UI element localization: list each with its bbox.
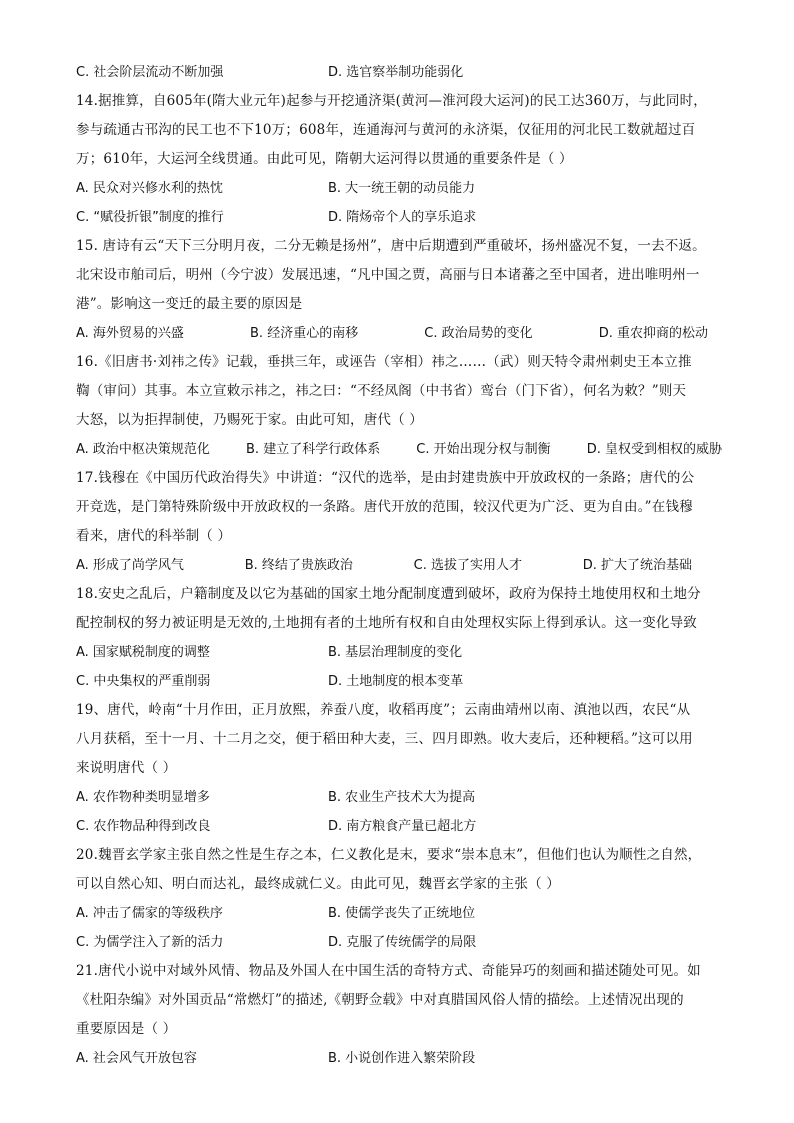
- question-20-option-b[interactable]: B. 使儒学丧失了正统地位: [328, 906, 476, 921]
- question-19-options-ab: [76, 783, 722, 812]
- question-19-stem-line: 19、唐代，岭南“十月作田，正月放熙，养蚕八度，收稻再度”；云南曲靖州以南、滇池以西，农民“从: [76, 702, 691, 718]
- question-18-option-c[interactable]: C. 中央集权的严重削弱: [76, 674, 211, 689]
- question-21-stem-line: 《杜阳杂编》对外国贡品“常燃灯”的描述,《朝野佥载》中对真腊国风俗人情的描绘。上述情况出现的: [76, 992, 684, 1008]
- question-16-option-b[interactable]: B. 建立了科学行政体系: [246, 442, 381, 457]
- question-19-stem-line: 来说明唐代（ ）: [76, 760, 177, 776]
- question-15-option-d[interactable]: D. 重农抑商的松动: [598, 326, 708, 341]
- question-14-stem-line: 参与疏通古邗沟的民工也不下10万；608年，连通海河与黄河的永济渠，仅征用的河北民工数就超过百: [76, 122, 696, 138]
- question-15: [76, 232, 722, 348]
- question-16-stem-line: 鞫（审问）其事。本立宣敕示祎之，祎之曰：“不经凤阁（中书省）鸾台（门下省），何名为敕？”则天: [76, 383, 687, 399]
- question-18-options-ab: [76, 638, 722, 667]
- question-17-option-c[interactable]: C. 选拔了实用人才: [413, 558, 522, 573]
- question-18: [76, 580, 722, 696]
- question-20-stem-line: 可以自然心知、明白而达礼，最终成就仁义。由此可见，魏晋玄学家的主张（ ）: [76, 876, 560, 892]
- question-14-option-a[interactable]: A. 民众对兴修水利的热忱: [76, 181, 223, 196]
- question-19-option-c[interactable]: C. 农作物品种得到改良: [76, 819, 211, 834]
- question-15-stem-line: 15. 唐诗有云“天下三分明月夜，二分无赖是扬州”，唐中后期遭到严重破坏，扬州盛况不复，一去不返。: [76, 238, 706, 254]
- question-15-options: [76, 319, 722, 348]
- question-17: [76, 464, 722, 580]
- question-17-option-d[interactable]: D. 扩大了统治基础: [582, 558, 692, 573]
- question-18-options-cd: [76, 667, 722, 696]
- question-15-stem-line: 港”。影响这一变迁的最主要的原因是: [76, 296, 303, 312]
- question-21: [76, 957, 722, 1073]
- question-14-option-d[interactable]: D. 隋炀帝个人的享乐追求: [328, 210, 477, 225]
- question-16-stem-line: 大怒，以为拒捍制使，乃赐死于家。由此可知，唐代（ ）: [76, 412, 423, 428]
- question-20: [76, 841, 722, 957]
- question-15-option-b[interactable]: B. 经济重心的南移: [250, 326, 359, 341]
- question-19-option-b[interactable]: B. 农业生产技术大为提高: [328, 790, 476, 805]
- question-18-stem-line: 18.安史之乱后，户籍制度及以它为基础的国家土地分配制度遭到破坏，政府为保持土地使用权和土地分: [76, 586, 701, 602]
- question-15-option-c[interactable]: C. 政治局势的变化: [424, 326, 533, 341]
- question-20-option-c[interactable]: C. 为儒学注入了新的活力: [76, 935, 224, 950]
- question-14-option-b[interactable]: B. 大一统王朝的动员能力: [328, 181, 476, 196]
- question-19-options-cd: [76, 812, 722, 841]
- question-21-option-a[interactable]: A. 社会风气开放包容: [76, 1051, 197, 1066]
- question-17-stem-line: 17.钱穆在《中国历代政治得失》中讲道：“汉代的选举，是由封建贵族中开放政权的一条路；唐代的公: [76, 470, 695, 486]
- question-20-options-ab: [76, 899, 722, 928]
- question-18-option-d[interactable]: D. 土地制度的根本变革: [328, 674, 464, 689]
- question-17-stem-line: 看来，唐代的科举制（ ）: [76, 528, 232, 544]
- question-18-stem-line: 配控制权的努力被证明是无效的,土地拥有者的土地所有权和自由处理权实际上得到承认。这一变化导致: [76, 615, 697, 631]
- question-17-option-a[interactable]: A. 形成了尚学风气: [76, 558, 184, 573]
- question-14-options-cd: [76, 203, 722, 232]
- question-16-stem-line: 16.《旧唐书·刘祎之传》记载，垂拱三年，或诬告（宰相）祎之……（武）则天特令肃州刺史王本立推: [76, 354, 692, 370]
- question-21-options-ab: [76, 1044, 722, 1073]
- question-15-option-a[interactable]: A. 海外贸易的兴盛: [76, 326, 184, 341]
- question-19-stem-line: 八月获稻，至十一月、十二月之交，便于稻田种大麦，三、四月即熟。收大麦后，还种粳稻。”这可以用: [76, 731, 693, 747]
- q13-option-d[interactable]: D. 选官察举制功能弱化: [328, 65, 464, 80]
- question-18-option-b[interactable]: B. 基层治理制度的变化: [328, 645, 463, 660]
- q13-options-cd: [76, 58, 722, 87]
- question-16-option-d[interactable]: D. 皇权受到相权的威胁: [586, 442, 722, 457]
- q13-option-c[interactable]: C. 社会阶层流动不断加强: [76, 65, 224, 80]
- question-21-option-b[interactable]: B. 小说创作进入繁荣阶段: [328, 1051, 476, 1066]
- question-14-options-ab: [76, 174, 722, 203]
- question-16: [76, 348, 722, 464]
- question-20-option-a[interactable]: A. 冲击了儒家的等级秩序: [76, 906, 223, 921]
- question-21-stem-line: 重要原因是（ ）: [76, 1021, 177, 1037]
- question-16-option-a[interactable]: A. 政治中枢决策规范化: [76, 442, 210, 457]
- question-14-stem-line: 14.据推算，自605年(隋大业元年)起参与开挖通济渠(黄河—淮河段大运河)的民工达360万，与此同时，: [76, 93, 707, 109]
- question-14-option-c[interactable]: C. “赋役折银”制度的推行: [76, 210, 224, 225]
- question-15-stem-line: 北宋设市舶司后，明州（今宁波）发展迅速，“凡中国之贾，高丽与日本诸蕃之至中国者，进出唯明州一: [76, 267, 700, 283]
- question-16-option-c[interactable]: C. 开始出现分权与制衡: [416, 442, 551, 457]
- question-19-option-a[interactable]: A. 农作物种类明显增多: [76, 790, 210, 805]
- question-18-option-a[interactable]: A. 国家赋税制度的调整: [76, 645, 210, 660]
- question-21-stem-line: 21.唐代小说中对域外风情、物品及外国人在中国生活的奇特方式、奇能异巧的刻画和描述随处可见。如: [76, 963, 701, 979]
- question-17-options: [76, 551, 722, 580]
- question-14: [76, 87, 722, 232]
- question-19: [76, 696, 722, 841]
- question-20-option-d[interactable]: D. 克服了传统儒学的局限: [328, 935, 477, 950]
- question-16-options: [76, 435, 722, 464]
- question-20-options-cd: [76, 928, 722, 957]
- question-17-stem-line: 开竞选，是门第特殊阶级中开放政权的一条路。唐代开放的范围，较汉代更为广泛、更为自由。”在钱穆: [76, 499, 693, 515]
- question-14-stem-line: 万；610年，大运河全线贯通。由此可见，隋朝大运河得以贯通的重要条件是（ ）: [76, 151, 573, 167]
- question-20-stem-line: 20.魏晋玄学家主张自然之性是生存之本，仁义教化是末，要求“崇本息末”，但他们也认为顺性之自然，: [76, 847, 702, 863]
- question-17-option-b[interactable]: B. 终结了贵族政治: [244, 558, 353, 573]
- question-19-option-d[interactable]: D. 南方粮食产量已超北方: [328, 819, 477, 834]
